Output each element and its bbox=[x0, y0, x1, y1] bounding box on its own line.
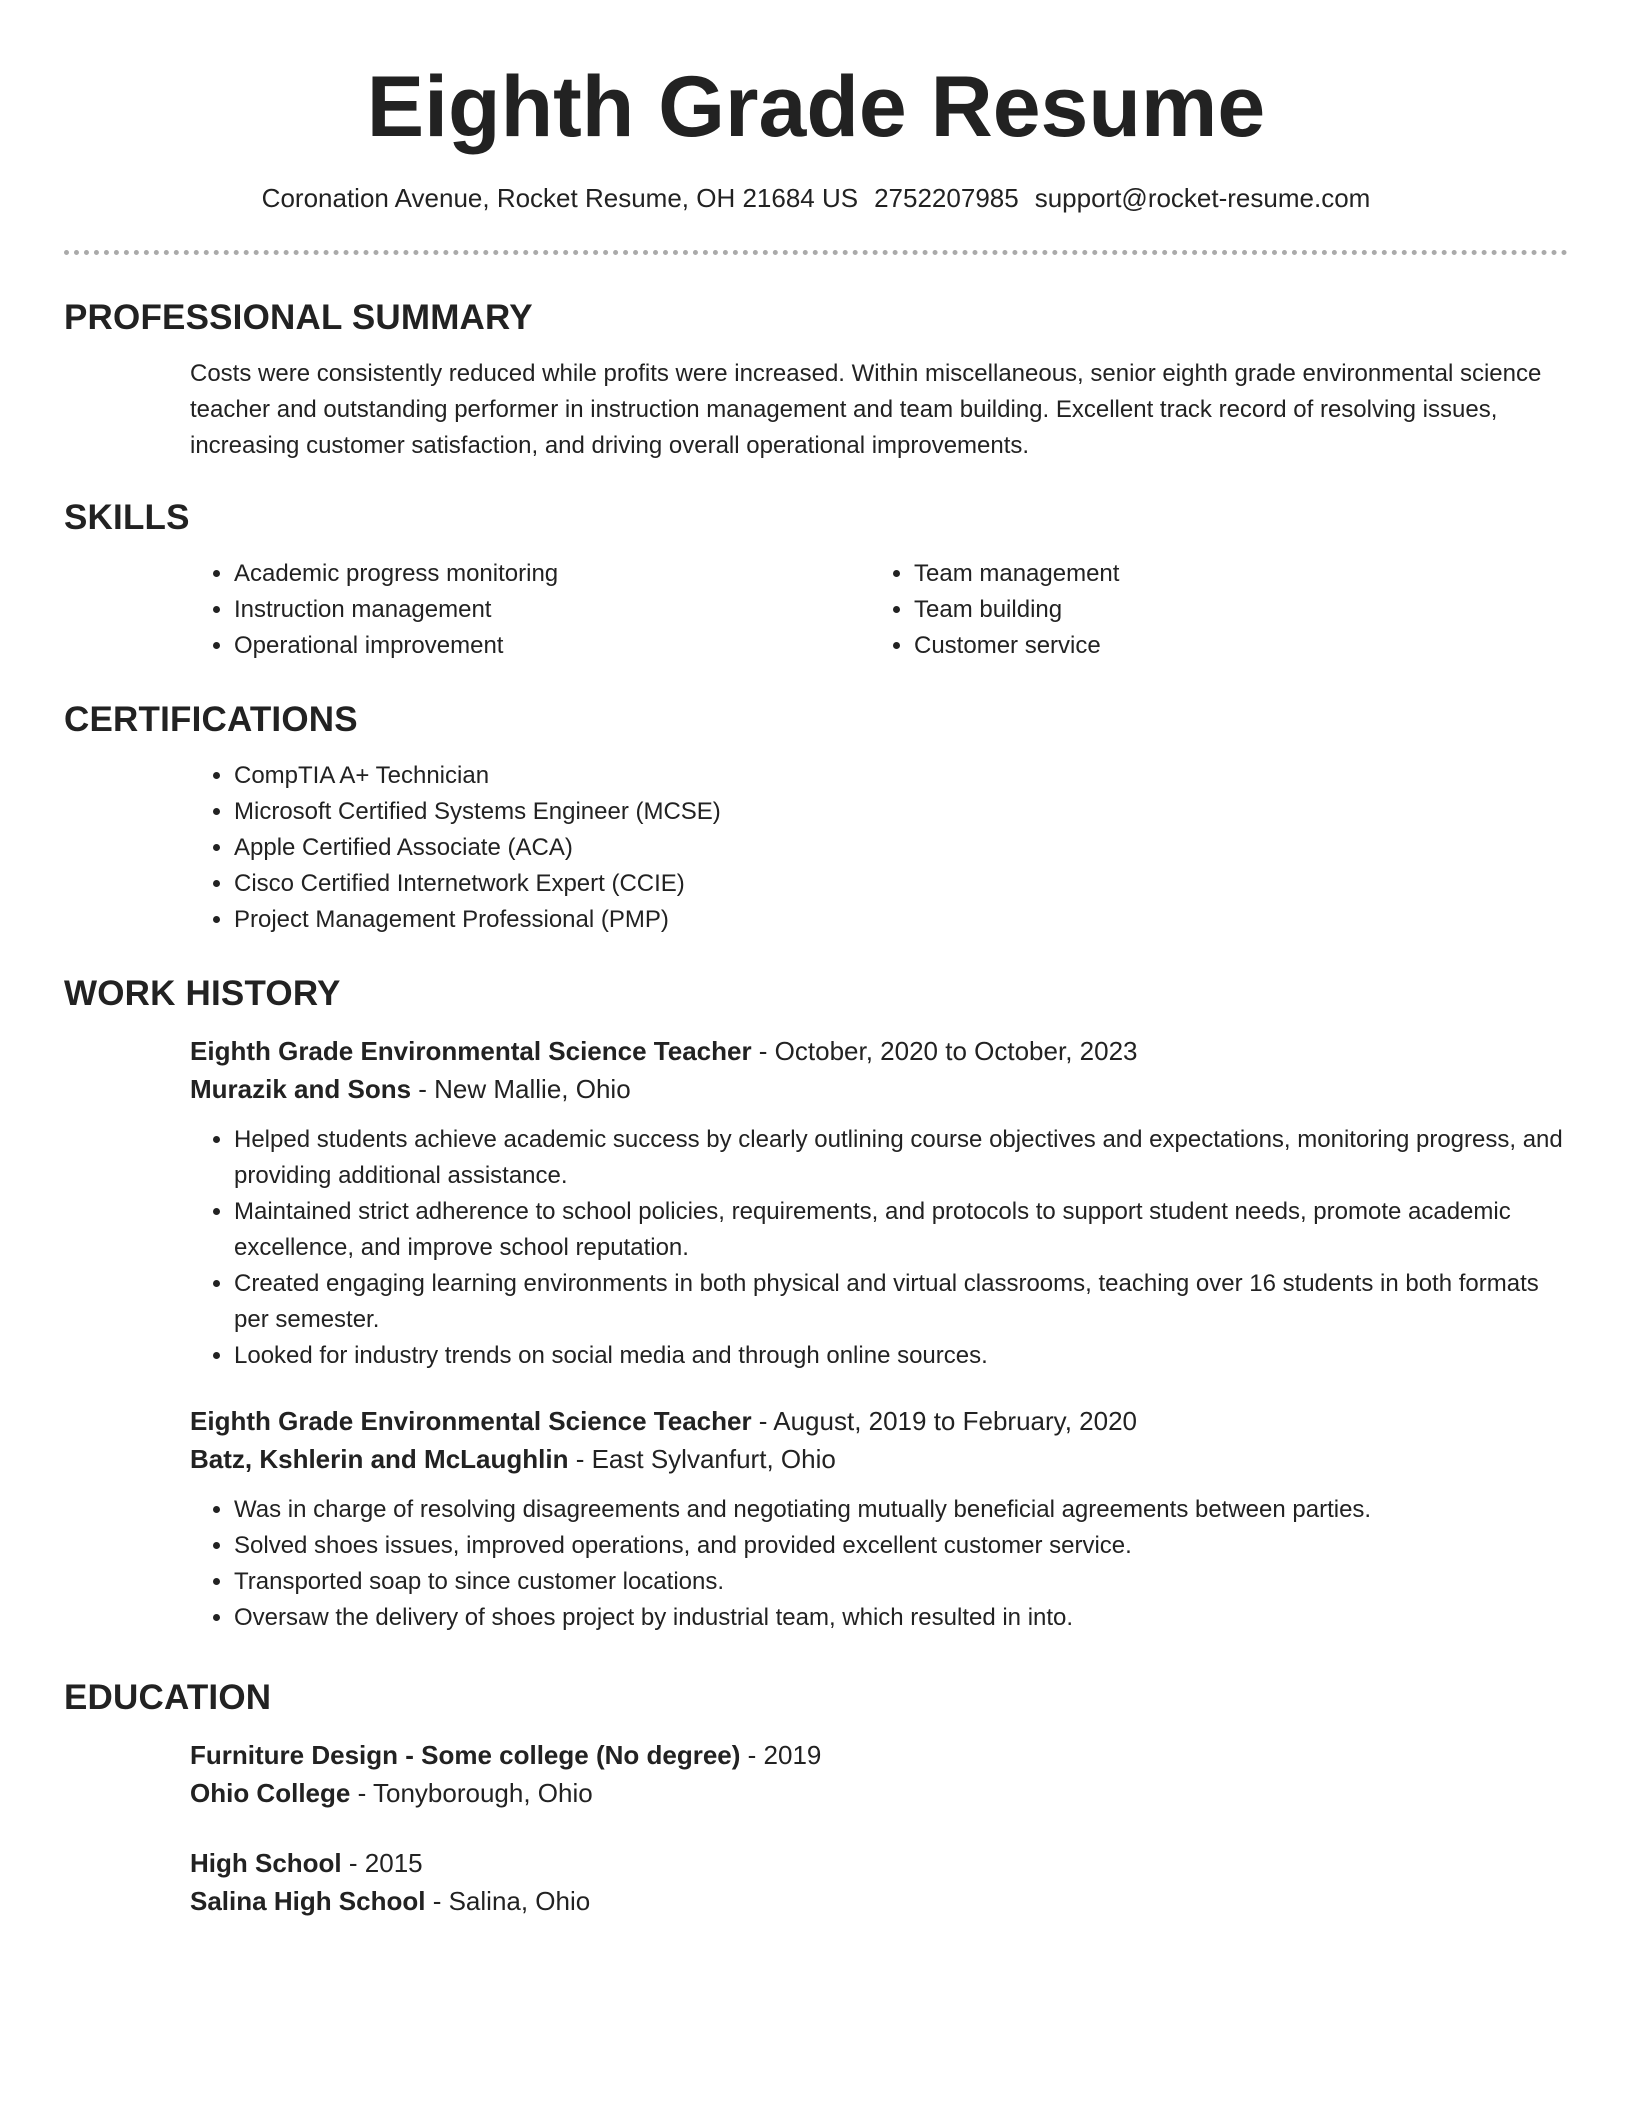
work-history-section bbox=[64, 972, 1568, 1636]
certification-item: • CompTIA A+ Technician bbox=[234, 758, 1568, 794]
education-degree-line bbox=[190, 1736, 1568, 1774]
job-bullet: • Was in charge of resolving disagreements and negotiating mutually beneficial agreements between parties. bbox=[234, 1492, 1568, 1528]
job-dates: - August, 2019 to February, 2020 bbox=[751, 1406, 1138, 1436]
resume-title: Eighth Grade Resume bbox=[366, 59, 1266, 155]
education-location: - Tonyborough, Ohio bbox=[350, 1778, 593, 1808]
job-company: Batz, Kshlerin and McLaughlin bbox=[190, 1444, 569, 1474]
work-history-heading: WORK HISTORY bbox=[64, 974, 341, 1013]
education-school: Ohio College bbox=[190, 1778, 351, 1808]
education-year: - 2015 bbox=[341, 1848, 423, 1878]
education-section bbox=[64, 1676, 1568, 1920]
summary-heading: PROFESSIONAL SUMMARY bbox=[64, 298, 533, 337]
job-location: - New Mallie, Ohio bbox=[411, 1074, 631, 1104]
certification-item: • Project Management Professional (PMP) bbox=[234, 902, 1568, 938]
job-role: Eighth Grade Environmental Science Teacher bbox=[190, 1406, 752, 1436]
certification-item: • Apple Certified Associate (ACA) bbox=[234, 830, 1568, 866]
summary-text: Costs were consistently reduced while profits were increased. Within miscellaneous, senior eighth grade environmental science teacher and outstanding performer in instruction management and team building. Excellent track record of resolving issues, increasing customer satisfaction, and driving overall operational improvements. bbox=[190, 360, 1542, 459]
education-entry bbox=[190, 1844, 1568, 1920]
job-bullet: • Maintained strict adherence to school policies, requirements, and protocols to support student needs, promote academic excellence, and improve school reputation. bbox=[234, 1194, 1568, 1266]
job-bullet: • Looked for industry trends on social media and through online sources. bbox=[234, 1338, 1568, 1374]
skills-section bbox=[64, 496, 1568, 664]
job-role: Eighth Grade Environmental Science Teacher bbox=[190, 1036, 752, 1066]
job-title-line bbox=[190, 1402, 1568, 1440]
education-school-line bbox=[190, 1774, 1568, 1812]
skill-item: • Operational improvement bbox=[234, 628, 870, 664]
job-company-line bbox=[190, 1070, 1568, 1108]
education-location: - Salina, Ohio bbox=[425, 1886, 591, 1916]
skills-heading: SKILLS bbox=[64, 498, 190, 537]
contact-address: Coronation Avenue, Rocket Resume, OH 21684 US bbox=[261, 183, 859, 213]
job-bullet: • Oversaw the delivery of shoes project by industrial team, which resulted in into. bbox=[234, 1600, 1568, 1636]
certifications-section bbox=[64, 698, 1568, 938]
summary-section bbox=[64, 296, 1568, 464]
job-entry bbox=[190, 1032, 1568, 1374]
job-bullet: • Solved shoes issues, improved operations, and provided excellent customer service. bbox=[234, 1528, 1568, 1564]
job-company: Murazik and Sons bbox=[190, 1074, 412, 1104]
header-divider bbox=[64, 250, 1568, 255]
certification-item: • Cisco Certified Internetwork Expert (CCIE) bbox=[234, 866, 1568, 902]
education-school-line bbox=[190, 1882, 1568, 1920]
skills-column-right bbox=[870, 556, 1550, 664]
job-bullet: • Created engaging learning environments in both physical and virtual classrooms, teaching over 16 students in both formats per semester. bbox=[234, 1266, 1568, 1338]
skill-item: • Academic progress monitoring bbox=[234, 556, 870, 592]
skill-item: • Customer service bbox=[914, 628, 1550, 664]
skill-item: • Team management bbox=[914, 556, 1550, 592]
skill-item: • Instruction management bbox=[234, 592, 870, 628]
certification-item: • Microsoft Certified Systems Engineer (MCSE) bbox=[234, 794, 1568, 830]
contact-email[interactable]: support@rocket-resume.com bbox=[1034, 183, 1371, 213]
job-entry bbox=[190, 1402, 1568, 1636]
contact-phone: 2752207985 bbox=[874, 183, 1019, 213]
job-title-line bbox=[190, 1032, 1568, 1070]
education-degree: Furniture Design - Some college (No degree) bbox=[190, 1740, 741, 1770]
job-company-line bbox=[190, 1440, 1568, 1478]
skill-item: • Team building bbox=[914, 592, 1550, 628]
contact-line bbox=[0, 180, 1632, 216]
certifications-heading: CERTIFICATIONS bbox=[64, 700, 358, 739]
skills-column-left bbox=[190, 556, 870, 664]
job-dates: - October, 2020 to October, 2023 bbox=[751, 1036, 1138, 1066]
job-bullet: • Transported soap to since customer locations. bbox=[234, 1564, 1568, 1600]
job-bullet: • Helped students achieve academic success by clearly outlining course objectives and expectations, monitoring progress, and providing additional assistance. bbox=[234, 1122, 1568, 1194]
education-heading: EDUCATION bbox=[64, 1678, 272, 1717]
education-degree-line bbox=[190, 1844, 1568, 1882]
education-school: Salina High School bbox=[190, 1886, 426, 1916]
education-entry bbox=[190, 1736, 1568, 1812]
education-year: - 2019 bbox=[740, 1740, 822, 1770]
job-location: - East Sylvanfurt, Ohio bbox=[568, 1444, 836, 1474]
education-degree: High School bbox=[190, 1848, 342, 1878]
